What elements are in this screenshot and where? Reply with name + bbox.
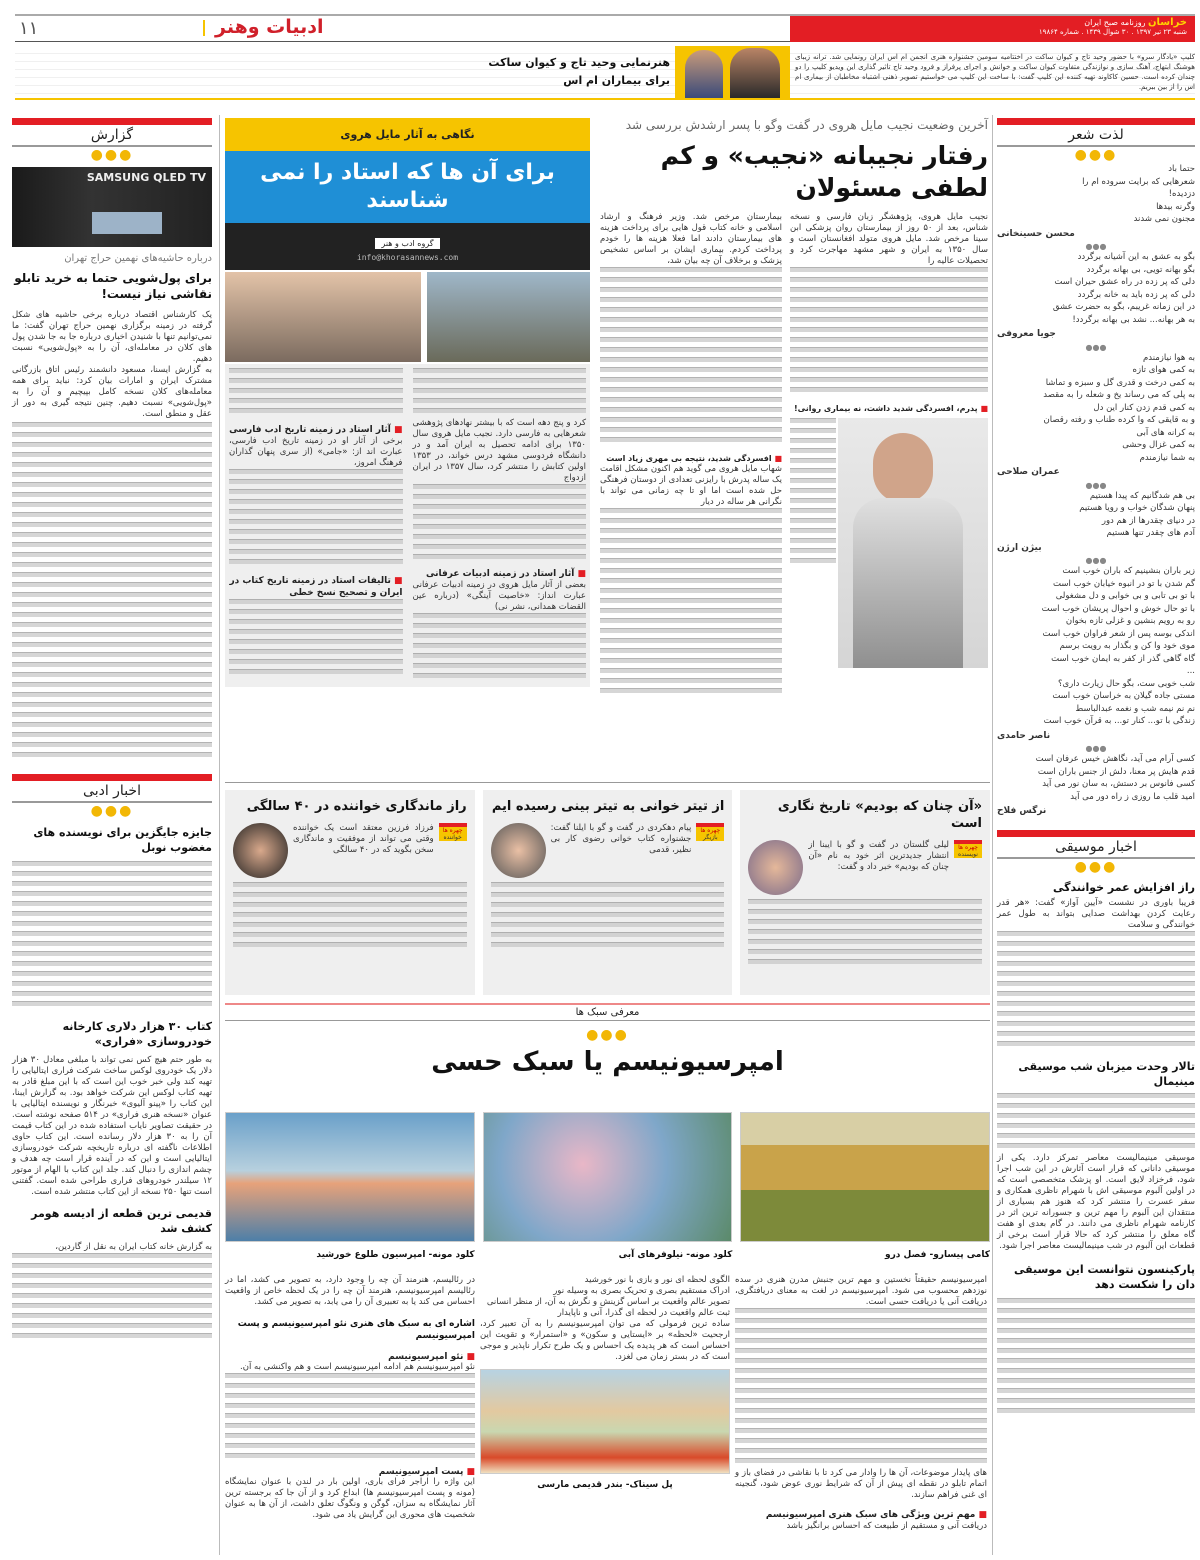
main-body-text xyxy=(790,418,836,568)
styles-bullet: ثبت عالم واقعیت در لحظه ای گذرا، آنی و ناپایدار xyxy=(557,1308,730,1318)
main-kicker: آخرین وضعیت نجیب مایل هروی در گفت وگو با پسر ارشدش بررسی شد xyxy=(625,118,988,132)
dots-icon: ●●● xyxy=(90,147,134,163)
poet-name: ناصر حامدی xyxy=(997,730,1051,741)
paper-tagline: روزنامه صبح ایران xyxy=(1084,18,1146,27)
poem-line: به کرانه های آبی xyxy=(1136,427,1195,438)
main-body-text xyxy=(600,267,782,447)
styles-section xyxy=(225,1003,990,1077)
interview-card xyxy=(225,790,475,995)
poem-line: ... xyxy=(1186,666,1195,676)
styles-subhead: ■ مهم ترین ویژگی های سبک هنری امپرسیونیسم xyxy=(735,1509,987,1521)
photo-portrait xyxy=(225,272,421,362)
separator-icon: ●●● xyxy=(1085,342,1107,352)
poem-line: وگرنه بیدها xyxy=(1156,201,1195,212)
faces-badge: چهره ها نویسنده xyxy=(954,840,982,858)
poetry-header: لذت شعر xyxy=(997,125,1195,147)
styles-headline: امپرسیونیسم یا سبک حسی xyxy=(431,1047,784,1077)
photo-with-son xyxy=(427,272,590,362)
painting-sunrise xyxy=(225,1112,475,1242)
interview-text xyxy=(748,899,982,969)
feature-text xyxy=(229,368,403,418)
report-title: برای پول‌شویی حتما به خرید تابلو نقاشی نیاز نیست! xyxy=(14,271,212,301)
music-news-text xyxy=(997,931,1195,1051)
poem-line: پنهان شدگان خواب و رویا هستیم xyxy=(1079,503,1195,513)
poem-line: امید قلب ما روزی ز راه دور می آید xyxy=(1070,791,1195,802)
poem-line: گم شدن با تو در انبوه خیابان خوب است xyxy=(1053,578,1195,589)
main-story xyxy=(600,118,988,698)
feature-text xyxy=(229,599,403,679)
teaser-body: کلیپ «یادگار سرو» با حضور وحید تاج و کیوان ساکت در اختتامیه سومین جشنواره هنری انجمن ام اس ایران رونمایی شد. ترانه زیبای هوشنگ ابتهاج، آهنگ سازی و نوازندگی متفاوت کیوان ساکت و خوانش و اجرای پرفراز و فرود وحید تاج تاثیر گذاری این ویدیو کلیپ را دو چندان کرده است. حسین کاکاوند تهیه کننده این کلیپ گفت: با ساخت این کلیپ می خواستیم تصویر ذهنی اشتباه مخاطبان از بیماری ام اس را از بین ببریم. xyxy=(795,53,1195,91)
poem-line: دلی که پر زده باید به خانه برگردد xyxy=(1077,289,1195,300)
poem-line: شب خوبی ست، بگو حال زیارت داری؟ xyxy=(1057,678,1195,689)
poem-line: به کمی غزال وحشی xyxy=(1122,440,1195,450)
news-title: جایزه جایگزین برای نویسنده های مغضوب نوبل xyxy=(33,826,212,854)
music-news-body: فریبا باوری در نشست «آیین آواز» گفت: «هر قدر رعایت کردن بهداشت صدایی بتواند به طول عمر خوانندگی و سلامت xyxy=(997,897,1195,930)
styles-subhead: ■ نئو امپرسیونیسم xyxy=(225,1352,475,1362)
separator-icon: ●●● xyxy=(1085,556,1107,565)
poems-list xyxy=(997,163,1195,818)
news-body xyxy=(12,861,212,1011)
main-subhead: ■ افسردگی شدید، نتیجه بی مهری زیاد است xyxy=(600,453,782,464)
poem xyxy=(997,565,1195,742)
feature-photos xyxy=(225,272,590,362)
poet-name: بیژن ارژن xyxy=(997,542,1042,553)
music-news-body: موسیقی مینیمالیست معاصر تمرکز دارد. یکی از موسیقی دانانی که قرار است آثارش در این شب اجرا شود، فرخزاد لایق است. او پزشک متخصصی است که در اولین آلبوم موسیقی اش با شهرام ناظری همکاری و سفر عسرت را منتشر کرد که هنوز هم بسیاری از منتقدان این آلبوم را مهم ترین و جسورانه ترین اثر در کارنامه شهرام ناظری می دانند. در گام بعدی او هفت گاه معلق را منتشر کرد که حالا قرار است برخی از قطعات این آلبوم در شب مینیمالیست معاصر اجرا شود. xyxy=(997,1152,1195,1251)
main-body-text xyxy=(790,267,988,397)
section-title: ادبیات وهنر xyxy=(215,16,324,38)
main-body-text xyxy=(600,508,782,698)
divider xyxy=(203,20,205,36)
feature-subhead: ■ آثار استاد در زمینه تاریخ ادب فارسی xyxy=(229,424,403,436)
poem-line: بی هم شدگانیم که پیدا هستیم xyxy=(1089,490,1195,501)
interview-card xyxy=(740,790,990,995)
painting-harvest xyxy=(740,1112,990,1242)
poem-line: حتما باد xyxy=(1168,164,1195,174)
main-columns xyxy=(600,212,988,698)
portrait xyxy=(233,823,288,878)
poem xyxy=(997,352,1195,479)
feature-byline: گروه ادب و هنر xyxy=(375,238,439,249)
poem-line: کسی فانوس بر دستش، به سان نور می آید xyxy=(1042,779,1195,789)
styles-bullet: دریافت آنی و مستقیم از طبیعت که احساس برانگیز باشد xyxy=(786,1521,987,1531)
news-title: قدیمی ترین قطعه از ادیسه هومر کشف شد xyxy=(31,1207,212,1235)
teaser-photo xyxy=(675,46,790,98)
report-header: گزارش xyxy=(12,125,212,147)
painting-water-lilies xyxy=(483,1112,733,1242)
divider xyxy=(225,782,990,783)
news-title: کتاب ۳۰ هزار دلاری کارخانه خودروسازی «فراری» xyxy=(62,1020,212,1048)
main-sub-body: شهاب مایل هروی می گوید هم اکنون مشکل اقامت یک ساله پدرش با رایزنی تعدادی از دوستان فرهنگی حل شده است اما او تا چه زمانی می تواند با نگرانی هر ساله در دیار xyxy=(600,464,782,507)
styles-intro: امپرسیونیسم حقیقتاً نخستین و مهم ترین جنبش مدرن هنری در سده نوزدهم محسوب می شود. امپرسیونیسم در لغت به معنای دریافتگری، دریافت آنی یا دریافت حسی است. xyxy=(735,1275,987,1307)
styles-bullet: تصویر عالم واقعیت بر اساس گزینش و نگرش به آن، از منظر انسانی xyxy=(486,1297,730,1307)
music-news-section xyxy=(997,830,1195,1418)
separator-icon: ●●● xyxy=(1085,242,1107,251)
feature-body xyxy=(225,364,590,687)
feature-email[interactable]: info@khorasannews.com xyxy=(356,253,459,262)
styles-col-mid xyxy=(480,1275,730,1490)
faces-badge: چهره ها بازیگر xyxy=(696,823,724,841)
poem-line: دزدیده! xyxy=(1168,189,1195,199)
poem-line: در دنیای چقدرها از هم دور xyxy=(1101,515,1195,526)
poem-line: با تو حال خوش و احوال پریشان خوب است xyxy=(1041,603,1195,614)
poem xyxy=(997,490,1195,555)
painting-marseille xyxy=(480,1369,730,1474)
poem-line: به هر بهانه... نشد بی بهانه برگردد! xyxy=(1072,314,1195,325)
photo-row xyxy=(790,418,988,668)
styles-col-right xyxy=(735,1275,987,1532)
styles-col-left xyxy=(225,1275,475,1521)
poetry-section xyxy=(997,118,1195,818)
separator-icon: ●●● xyxy=(1085,480,1107,490)
poem xyxy=(997,163,1195,240)
poem-line: به کمی درخت و قدری گل و سبزه و تماشا xyxy=(1045,377,1195,388)
teaser-strip xyxy=(15,46,1195,100)
poet-name: محسن حسینخانی xyxy=(997,228,1075,239)
poet-name: جویا معروفی xyxy=(997,329,1056,339)
feature-text: برخی از آثار او در زمینه تاریخ ادب فارسی، عبارت اند از: «جامی» (از سری پنهان گذاران فرهنگ امروز، xyxy=(229,436,403,468)
paintings-captions xyxy=(225,1250,990,1260)
interview-title: راز ماندگاری خواننده در ۴۰ سالگی xyxy=(246,799,467,814)
poem-line: به کمی قدم زدن کنار این دل xyxy=(1093,402,1195,413)
interview-body: پیام دهکردی در گفت و گو با ایلنا گفت: جشنواره کتاب خوانی رضوی کار بی نظیر، قدمی xyxy=(550,823,692,855)
poem-line: مستی جاده گیلان به خراسان خوب است xyxy=(1052,691,1195,701)
poem-line: و به قایقی که وا کرده طناب و رفته رقصان xyxy=(1043,415,1195,425)
poem-line: به هوا نیازمندم xyxy=(1142,352,1195,363)
report-kicker: درباره حاشیه‌های نهمین حراج تهران xyxy=(64,253,212,264)
styles-subhead: اشاره ای به سبک های هنری نئو امپرسیونیسم و پست امپرسیونیسم xyxy=(237,1319,475,1341)
caption: کامی پیسارو- فصل درو xyxy=(885,1250,990,1260)
main-headline: رفتار نجیبانه «نجیب» و کم لطفی مسئولان xyxy=(660,141,988,202)
report-body-text xyxy=(12,422,212,762)
main-col1 xyxy=(790,212,988,698)
feature-text xyxy=(413,368,587,418)
poem xyxy=(997,753,1195,818)
main-lead: نجیب مایل هروی، پژوهشگر زبان فارسی و نسخه شناس، بعد از ۵۰ روز از بیمارستان روان پزشکی ابن سینا مرخص شد. مایل هروی متولد افغانستان است و سال ۱۳۵۰ به ایران و شهر مشهد مهاجرت کرد و تحصیلات عالیه را xyxy=(790,212,989,266)
caption: کلود مونه- نیلوفرهای آبی xyxy=(618,1250,733,1260)
music-news-title: پارکینسون نتوانست این موسیقی دان را شکست دهد xyxy=(1013,1262,1195,1291)
dots-icon: ●●● xyxy=(90,803,134,819)
interview-body: فرزاد فرزین معتقد است یک خواننده وقتی می تواند از موفقیت و ماندگاری سخن بگوید که در ۴۰ سالگی xyxy=(292,823,434,855)
feature-kicker: نگاهی به آثار مایل هروی xyxy=(225,118,590,151)
literary-news-section xyxy=(12,774,212,1343)
feature-text xyxy=(413,613,587,683)
feature-text: کرد و پنج دهه است که با بیشتر نهادهای پژوهشی شعرهایی به فارسی دارد. نجیب مایل هروی سال ۱۳۵۰ برای ادامه تحصیل به ایران آمد و در دانشگاه فردوسی مشهد درس خواند، در ۱۳۵۳ اولین کتابش را منتشر کرد، سال ۱۳۵۷ در ایران ازدواج xyxy=(412,418,586,483)
poem-line: بگو بهانه تویی، بی بهانه برگردد xyxy=(1086,264,1195,275)
poem-line: اندکی بوسه پس از شعر فراوان خوب است xyxy=(1042,628,1195,639)
poet-name: عمران صلاحی xyxy=(997,467,1060,477)
styles-bullet: ساده ترین فرمولی که می توان امپرسیونیسم را به آن تعبیر کرد، ارجحیت «لحظه» بر «ایستایی و سکون» و «استمرار» و تقویت این احساس است که هر پدیده یک احساس و یک طرح تکرار ناپذیر و موجی است که در بستر زمان می لغزد. xyxy=(480,1319,730,1362)
poem-line: زیر باران بنشینیم که باران خوب است xyxy=(1062,566,1195,576)
styles-text: در رئالیسم، هنرمند آن چه را وجود دارد، به تصویر می کشد، اما در رئالیسم امپرسیونیسم، هنرمند آن چه را در یک لحظه خاص از واقعیت احساس می کند یا به تعبیری آن را می یابد، به تصویر می کشد. xyxy=(225,1275,475,1307)
poem-line: موی خود وا کن و بگذار به رویت برسم xyxy=(1059,641,1195,651)
caption: پل سیناک- بندر قدیمی مارسی xyxy=(537,1480,673,1490)
styles-text: این واژه را اراجر فرای باری، اولین بار در لندن با عنوان نمایشگاه (مونه و پست امپرسیونیسم ها) ابداع کرد و از آن جا که برجسته ترین آثار نمایشگاه به سزان، گوگن و ونگوگ تعلق داشت، از آن ها به عنوان شخصیت های محوری این گرایش یاد می شود. xyxy=(225,1477,475,1520)
poem-line: بگو به عشق به این آشیانه برگردد xyxy=(1077,252,1195,262)
feature-subhead: ■ تالیفات استاد در زمینه تاریخ کتاب در ایران و تصحیح نسخ خطی xyxy=(229,575,403,599)
styles-header: معرفی سبک ها xyxy=(225,1005,990,1021)
poem-line: با تو بی تابی و بی خوابی و دل مشغولی xyxy=(1055,591,1195,601)
poem-line: مجنون نمی شدند xyxy=(1133,214,1195,224)
interviews-row xyxy=(225,790,990,995)
feature-subhead: ■ آثار استاد در زمینه ادبیات عرفانی xyxy=(413,568,587,580)
styles-subhead: ■ پست امپرسیونیسم xyxy=(225,1467,475,1477)
portrait xyxy=(748,840,803,895)
poet-name: نرگس فلاح xyxy=(997,806,1047,816)
poem-line: قدم هایش پر معنا، دلش از جنس باران است xyxy=(1037,766,1195,777)
separator-icon: ●●● xyxy=(1085,744,1107,753)
auction-photo: SAMSUNG QLED TV xyxy=(12,167,212,247)
paintings-row xyxy=(225,1112,990,1242)
teaser-subtitle: برای بیماران ام اس xyxy=(563,74,670,87)
interview-title: «آن چنان که بودیم» تاریخ نگاری است xyxy=(777,799,982,831)
music-news-title: راز افزایش عمر خوانندگی xyxy=(1052,880,1195,894)
poem-line: به کمی هوای تازه xyxy=(1132,365,1195,375)
pull-subhead: ■ پدرم، افسردگی شدید داشت، نه بیماری روانی! xyxy=(790,403,988,414)
poem-line: گاه گاهی گذر از کفر به ایمان خوب است xyxy=(1051,653,1195,664)
paper-logo: خراسان xyxy=(1148,17,1187,28)
column-rule xyxy=(219,115,220,1555)
feature-text: بعضی از آثار مایل هروی در زمینه ادبیات عرفانی عبارت انداز: «خاصیت آینگی» (درباره عین القضات همدانی، نشر نی) xyxy=(412,580,586,612)
news-body: به گزارش خانه کتاب ایران به نقل از گاردین، xyxy=(55,1242,212,1252)
styles-text: های پایدار موضوعات، آن ها را وادار می کرد تا با نقاشی در فضای باز و اتمام تابلو در نقطه ای پیش از آن که شرایط نوری عوض شود، گنجینه ای غنی فراهم سازند. xyxy=(735,1468,987,1500)
feature xyxy=(225,118,590,687)
music-news-text xyxy=(997,1298,1195,1418)
poem-line: نم نم نیمه شب و نغمه عبدالباسط xyxy=(1075,703,1195,714)
poem-line: در این زمانه غریبم، بگو به حضرت عشق xyxy=(1052,302,1195,312)
page-number: ۱۱ xyxy=(19,18,39,39)
news-body: به طور حتم هیچ کس نمی تواند با مبلغی معادل ۳۰ هزار دلار یک خودروی لوکس ساخت شرکت فراری ایتالیایی را تهیه کند ولی خبر خوب این است که با این مبلغ قادر به تهیه کتاب لوکس این شرکت خواهد بود. به گزارش ایبنا، این کتاب را «پینو آلیوی» خبرنگار و نویسنده ایتالیایی با عنوان «نسخه هنری فراری» در ۵۱۴ صفحه نوشته است. در حقیقت تصاویر نایاب استفاده شده در این کتاب قیمت آن را به ۳۰ هزار دلار رسانده است. این کتاب حاوی اطلاعات ناگفته ای درباره تاریخچه شرکت خودروسازی ایتالیایی است و این که در آینده قرار است چه هدف و چشم اندازی را دنبال کند. جلد این کتاب با الهام از موتور ۱۲ سیلندر خودروهای فراری طراحی شده است. گفتنی است تنها ۲۵۰ نسخه از این کتاب منتشر شده است. xyxy=(12,1055,213,1197)
interview-card xyxy=(483,790,733,995)
main-col2 xyxy=(600,212,782,698)
poem-line: به پلی که می رساند یخ و شعله را به مقصد xyxy=(1043,390,1195,400)
teaser-title: هنرنمایی وحید تاج و کیوان ساکت xyxy=(488,56,670,69)
music-news-text xyxy=(997,1093,1195,1153)
styles-text: نئو امپرسیونیسم هم ادامه امپرسیونیسم است و هم واکنشی به آن. xyxy=(240,1362,475,1372)
dots-icon: ●●● xyxy=(586,1027,629,1043)
right-column xyxy=(997,118,1195,1418)
dots-icon: ●●● xyxy=(1074,858,1118,875)
feature-text xyxy=(413,484,587,564)
news-body-text xyxy=(12,1253,212,1343)
poem-line: شعرهایی که برایت سروده ام را xyxy=(1082,176,1195,187)
music-news-header: اخبار موسیقی xyxy=(997,837,1195,859)
main-col2-text: بیمارستان مرخص شد. وزیر فرهنگ و ارشاد اسلامی و خانه کتاب قول هایی برای پرداخت هزینه های بیمارستان دادند اما فعلا هزینه ها را خودم پرداخت کردم. بیماری ایشان بر اساس تشخیص پزشک و برخلاف آن چه بیان شد، xyxy=(600,212,782,266)
styles-text xyxy=(735,1308,987,1468)
music-news-title: تالار وحدت میزبان شب موسیقی مینیمال xyxy=(1018,1059,1195,1088)
styles-bullet: الگوی لحظه ای نور و بازی با نور خورشید xyxy=(584,1275,730,1285)
portrait xyxy=(491,823,546,878)
report-body: به گزارش ایسنا، مسعود دانشمند رئیس اتاق بازرگانی مشترک ایران و امارات بیان کرد: نباید برای همه معامله‌های کلان نسخه کامل بپیچیم و آن را به «پول‌شویی» نسبت دهیم. چنین نتیجه گیری به دور از عقل و منطق است. xyxy=(12,365,212,419)
author-photo xyxy=(838,418,988,668)
styles-text xyxy=(225,1373,475,1463)
faces-badge: چهره ها خواننده xyxy=(439,823,467,841)
feature-headline: برای آن ها که استاد را نمی شناسند xyxy=(225,151,590,223)
left-column xyxy=(12,118,212,1343)
poem-line: آدم های چقدر تنها هستیم xyxy=(1106,528,1195,538)
masthead xyxy=(15,16,1195,42)
poem-line: کسی آرام می آید، نگاهش خیس عرفان است xyxy=(1035,754,1195,764)
caption: کلود مونه- امپرسیون طلوع خورشید xyxy=(316,1250,475,1260)
interview-text xyxy=(491,882,725,952)
poem xyxy=(997,251,1195,341)
dots-icon: ●●● xyxy=(1074,147,1118,163)
poem-line: دلی که پر زده در راه عشق حیران است xyxy=(1054,277,1195,287)
interview-title: از تیتر خوانی به تیتر بینی رسیده ایم xyxy=(491,799,725,814)
feature-text xyxy=(229,469,403,569)
paper-brand-box xyxy=(790,16,1195,42)
report-section xyxy=(12,118,212,762)
styles-bullet: ادراک مستقیم بصری و تحریک بصری به وسیله نور xyxy=(553,1286,730,1296)
poem-line: به شما نیازمندم xyxy=(1139,452,1195,463)
poem-line: رو به رویم بنشین و غزلی تازه بخوان xyxy=(1065,616,1195,626)
report-body: یک کارشناس اقتصاد درباره برخی حاشیه های شکل گرفته در زمینه برگزاری نهمین حراج تهران گفت: ما نمی‌توانیم تنها با شنیدن اخباری درباره جا به جا شدن پول های کلان در معامله‌ای، آن را به «پول‌شویی» نسبت دهیم. xyxy=(12,310,212,364)
interview-body: لیلی گلستان در گفت و گو با ایبنا از انتشار جدیدترین اثر خود به نام «آن چنان که بودیم» خبر داد و گفت: xyxy=(808,840,949,872)
column-rule xyxy=(992,115,993,1555)
literary-news-header: اخبار ادبی xyxy=(12,781,212,803)
poem-line: زندگی با تو... کنار تو... به قرآن خوب است xyxy=(1043,716,1195,726)
date-line: شنبه ۲۳ تیر ۱۳۹۷ . ۳۰ شوال ۱۴۳۹ . شماره ۱۹۸۶۴ xyxy=(1038,28,1187,36)
interview-text xyxy=(233,882,467,952)
